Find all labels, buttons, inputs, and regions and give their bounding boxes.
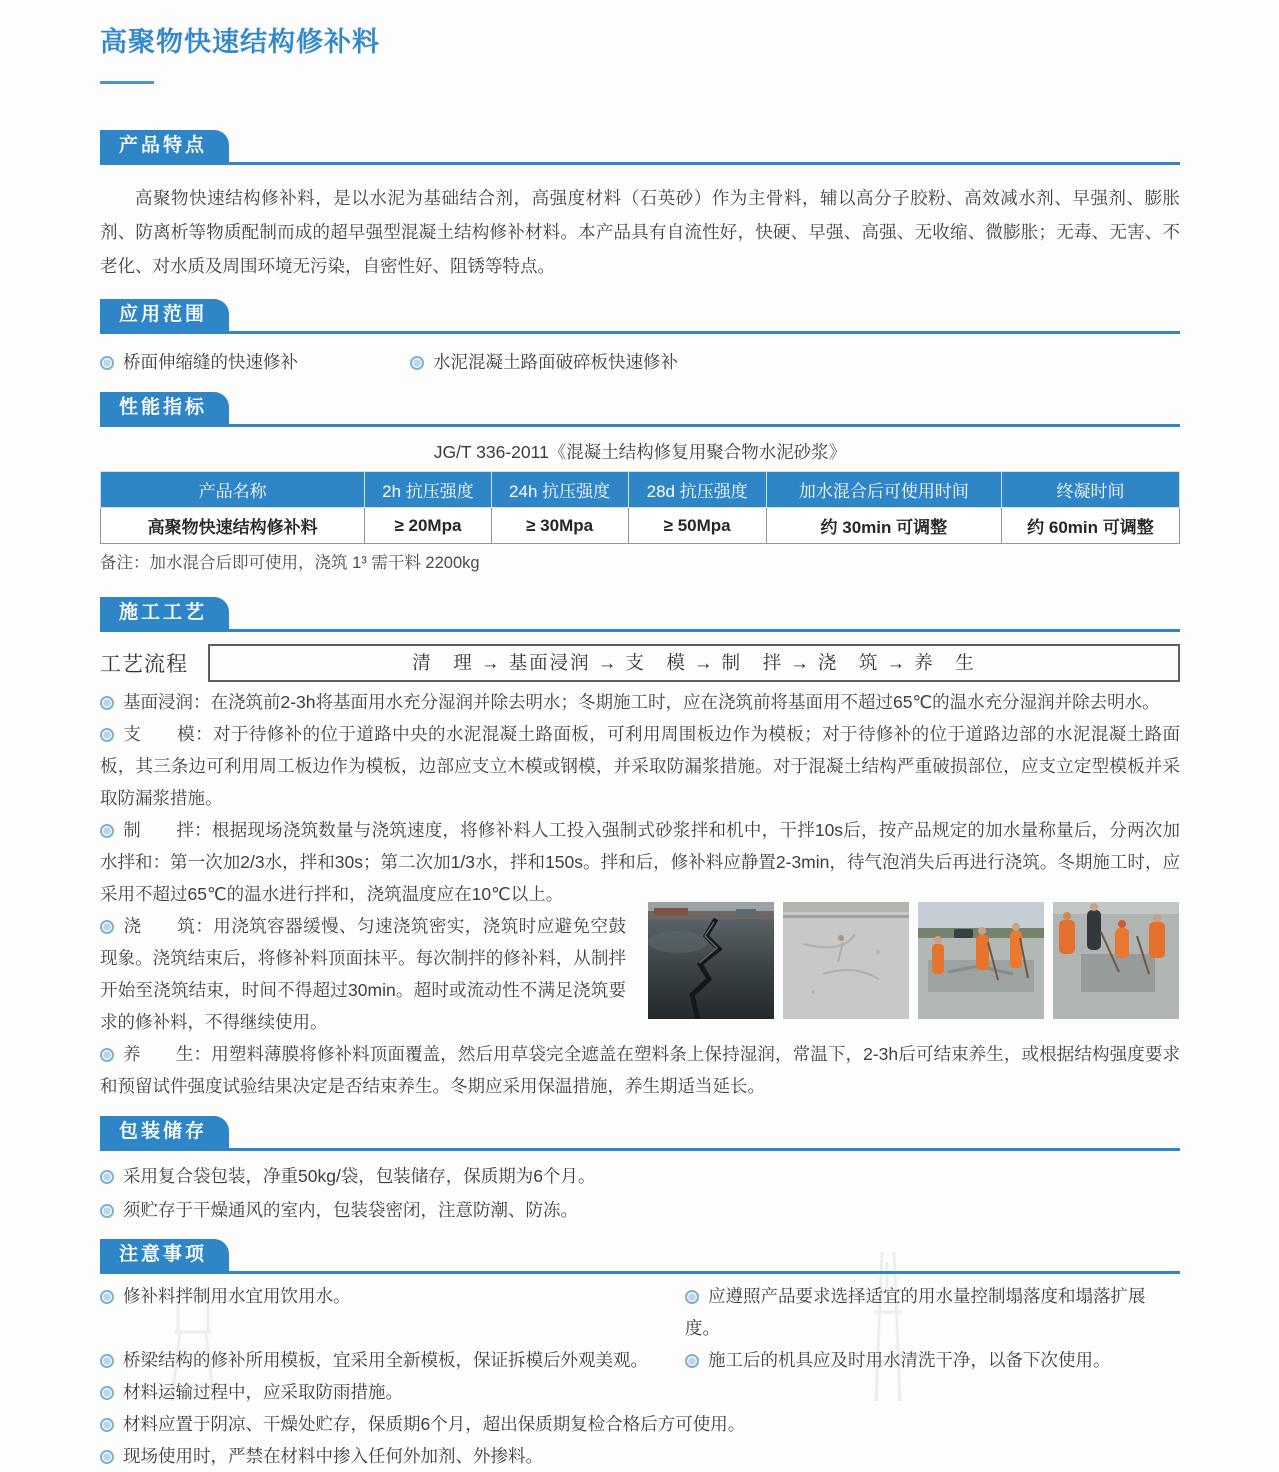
ring-bullet-icon xyxy=(685,1354,699,1368)
table-header-cell: 2h 抗压强度 xyxy=(365,472,491,508)
ring-bullet-icon xyxy=(100,824,114,838)
ring-bullet-icon xyxy=(100,696,114,710)
note-item-label: 桥梁结构的修补所用模板，宜采用全新模板，保证拆模后外观美观。 xyxy=(123,1350,648,1370)
section-header-applications xyxy=(100,299,1180,334)
section-header-construction xyxy=(100,597,1180,632)
page-title: 高聚物快速结构修补料 xyxy=(100,27,380,57)
step-curing xyxy=(100,1038,1180,1102)
section-badge-construction: 施工工艺 xyxy=(100,597,229,629)
note-item-label: 现场使用时，严禁在材料中掺入任何外加剂、外掺料。 xyxy=(123,1446,543,1466)
note-item-label: 修补料拌制用水宜用饮用水。 xyxy=(123,1286,351,1306)
note-item-label: 材料运输过程中，应采取防雨措施。 xyxy=(123,1382,403,1402)
ring-bullet-icon xyxy=(100,1386,114,1400)
note-item-label: 施工后的机具应及时用水清洗干净，以备下次使用。 xyxy=(708,1350,1111,1370)
table-cell: ≥ 30Mpa xyxy=(491,508,628,544)
section-header-notes xyxy=(100,1239,1180,1274)
section-header-performance xyxy=(100,392,1180,427)
workers-breaking-slab-photo xyxy=(918,902,1044,1019)
section-badge-features: 产品特点 xyxy=(100,130,229,162)
ring-bullet-icon xyxy=(100,728,114,742)
application-item xyxy=(100,348,410,376)
table-header-row xyxy=(101,472,1180,508)
note-item xyxy=(100,1280,685,1344)
table-row xyxy=(101,508,1180,544)
table-header-cell: 产品名称 xyxy=(101,472,365,508)
ring-bullet-icon xyxy=(100,1418,114,1432)
standard-reference: JG/T 336-2011《混凝土结构修复用聚合物水泥砂浆》 xyxy=(433,442,847,462)
section-badge-applications: 应用范围 xyxy=(100,299,229,331)
features-paragraph: 高聚物快速结构修补料，是以水泥为基础结合剂，高强度材料（石英砂）作为主骨料，辅以高分子胶粉、高效减水剂、早强剂、膨胀剂、防离析等物质配制而成的超早强型混凝土结构修补材料。本产品具有自流性好，快硬、早强、高强、无收缩、微膨胀；无毒、无害、不老化、对水质及周围环境无污染，自密性好、阻锈等特点。 xyxy=(100,188,1180,276)
ring-bullet-icon xyxy=(685,1290,699,1304)
step-mixing xyxy=(100,814,1180,910)
ring-bullet-icon xyxy=(100,1354,114,1368)
table-cell: ≥ 50Mpa xyxy=(628,508,766,544)
title-underline xyxy=(100,81,154,84)
application-item-label: 水泥混凝土路面破碎板快速修补 xyxy=(433,352,678,372)
note-item xyxy=(100,1376,1180,1408)
construction-photos xyxy=(648,902,1180,1019)
ring-bullet-icon xyxy=(100,1170,114,1184)
note-item xyxy=(100,1344,685,1376)
note-item-label: 材料应置于阴凉、干燥处贮存，保质期6个月，超出保质期复检合格后方可使用。 xyxy=(123,1414,746,1434)
table-header-cell: 24h 抗压强度 xyxy=(491,472,628,508)
notes-grid xyxy=(100,1280,1180,1472)
table-header-cell: 终凝时间 xyxy=(1001,472,1179,508)
step-formwork xyxy=(100,718,1180,814)
note-item-label: 应遵照产品要求选择适宜的用水量控制塌落度和塌落扩展度。 xyxy=(685,1286,1146,1338)
ring-bullet-icon xyxy=(100,1048,114,1062)
step-text: 制 拌：根据现场浇筑数量与浇筑速度，将修补料人工投入强制式砂浆拌和机中，干拌10s后，按产品规定的加水量称量后，分两次加水拌和：第一次加2/3水，拌和30s；第二次加1/3水，拌和150s。拌和后，修补料应静置2-3min，待气泡消失后再进行浇筑。冬期施工时，应采用不超过65℃的温水进行拌和，浇筑温度应在10℃以上。 xyxy=(100,820,1180,904)
packaging-item xyxy=(100,1193,1180,1227)
packaging-items xyxy=(100,1159,1180,1227)
cracked-wet-pavement-photo xyxy=(648,902,774,1019)
section-header-packaging xyxy=(100,1116,1180,1151)
packaging-item xyxy=(100,1159,1180,1193)
ring-bullet-icon xyxy=(100,920,114,934)
section-badge-packaging: 包装储存 xyxy=(100,1116,229,1148)
table-header-cell: 28d 抗压强度 xyxy=(628,472,766,508)
concrete-surface-cracks-photo xyxy=(783,902,909,1019)
note-item xyxy=(100,1440,1180,1472)
packaging-item-label: 采用复合袋包装，净重50kg/袋，包装储存，保质期为6个月。 xyxy=(123,1166,596,1186)
ring-bullet-icon xyxy=(100,356,114,370)
application-item xyxy=(410,348,678,376)
process-flow-box: 清 理 → 基面浸润 → 支 模 → 制 拌 → 浇 筑 → 养 生 xyxy=(208,644,1180,682)
table-cell: 高聚物快速结构修补料 xyxy=(101,508,365,544)
performance-table xyxy=(100,471,1180,544)
process-flow-row xyxy=(100,644,1180,682)
ring-bullet-icon xyxy=(100,1204,114,1218)
section-badge-performance: 性能指标 xyxy=(100,392,229,424)
table-note: 备注：加水混合后即可使用，浇筑 1³ 需干料 2200kg xyxy=(100,554,480,572)
construction-steps xyxy=(100,686,1180,1102)
packaging-item-label: 须贮存于干燥通风的室内，包装袋密闭，注意防潮、防冻。 xyxy=(123,1200,578,1220)
ring-bullet-icon xyxy=(100,1450,114,1464)
step-text: 基面浸润：在浇筑前2-3h将基面用水充分湿润并除去明水；冬期施工时，应在浇筑前将基面用不超过65℃的温水充分湿润并除去明水。 xyxy=(123,692,1160,712)
ring-bullet-icon xyxy=(100,1290,114,1304)
section-header-features xyxy=(100,130,1180,165)
note-item xyxy=(685,1280,1180,1344)
table-cell: 约 60min 可调整 xyxy=(1001,508,1179,544)
step-soaking xyxy=(100,686,1180,718)
process-flow-label: 工艺流程 xyxy=(100,653,188,676)
note-item xyxy=(685,1344,1180,1376)
ring-bullet-icon xyxy=(410,356,424,370)
step-text: 支 模：对于待修补的位于道路中央的水泥混凝土路面板，可利用周围板边作为模板；对于待修补的位于道路边部的水泥混凝土路面板，其三条边可利用周工板边作为模板，边部应支立木模或钢模，并采取防漏浆措施。对于混凝土结构严重破损部位，应支立定型模板并采取防漏浆措施。 xyxy=(100,724,1180,808)
application-item-label: 桥面伸缩缝的快速修补 xyxy=(123,352,298,372)
workers-patching-pavement-photo xyxy=(1053,902,1179,1019)
table-header-cell: 加水混合后可使用时间 xyxy=(766,472,1001,508)
step-text: 养 生：用塑料薄膜将修补料顶面覆盖，然后用草袋完全遮盖在塑料条上保持湿润，常温下，2-3h后可结束养生，或根据结构强度要求和预留试件强度试验结果决定是否结束养生。冬期应采用保温措施，养生期适当延长。 xyxy=(100,1044,1180,1096)
section-badge-notes: 注意事项 xyxy=(100,1239,229,1271)
note-item xyxy=(100,1408,1180,1440)
step-text: 浇 筑：用浇筑容器缓慢、匀速浇筑密实，浇筑时应避免空鼓现象。浇筑结束后，将修补料顶面抹平。每次制拌的修补料，从制拌开始至浇筑结束，时间不得超过30min。超时或流动性不满足浇筑要求的修补料，不得继续使用。 xyxy=(100,916,626,1032)
table-cell: ≥ 20Mpa xyxy=(365,508,491,544)
applications-row xyxy=(100,348,1180,376)
table-cell: 约 30min 可调整 xyxy=(766,508,1001,544)
